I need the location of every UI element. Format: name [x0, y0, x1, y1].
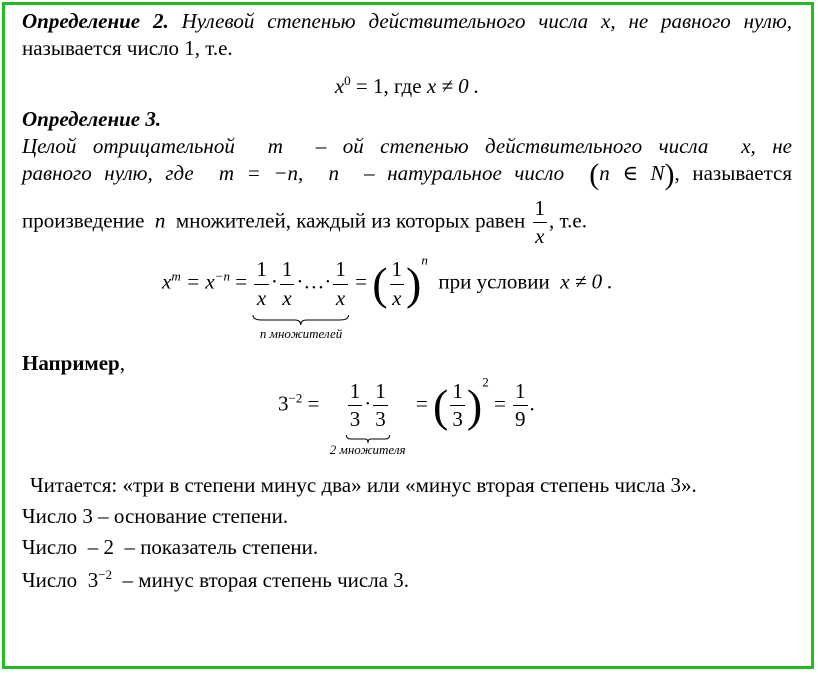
example-comma: ,: [119, 351, 125, 376]
example-den-1: 3: [348, 405, 363, 433]
note-power-base: 3: [87, 568, 99, 593]
note-power: [22, 567, 792, 594]
example-paren-num: 1: [452, 378, 463, 403]
definition-3-formula: [22, 252, 792, 344]
def3-text-2b: ,: [298, 161, 304, 186]
def3-var-n: n: [328, 161, 339, 186]
formula-base: x: [334, 73, 345, 98]
note-base: Число 3 – основание степени.: [22, 503, 289, 528]
def3-text-3b: множителей, каждый из которых равен: [175, 208, 526, 233]
example-paren-open: (: [433, 379, 449, 431]
formula-exponent: 0: [344, 72, 351, 88]
example-paren-exp: 2: [482, 374, 489, 390]
def3-text-3a: произведение: [22, 208, 145, 233]
formula-eq1: = x: [180, 269, 215, 294]
example-num-2: 1: [375, 378, 386, 403]
def3-text-2a: равного нулю, где: [22, 161, 194, 186]
definition-2-italic-text: Нулевой степенью действительного числа: [181, 9, 589, 33]
def3-text-1c: , не: [750, 134, 792, 159]
note-power-exp: −2: [98, 567, 113, 583]
condition-text: при условии: [438, 269, 550, 294]
note-power-a: Число: [22, 568, 78, 593]
def3-var-x: x: [741, 134, 751, 159]
paren-open: (: [372, 258, 388, 310]
formula-lhs: x: [162, 269, 172, 294]
product-num-3: 1: [335, 257, 346, 282]
def3-var-m: m: [267, 134, 283, 159]
example-formula: [22, 374, 792, 458]
definition-3-line-2: равного нулю, где m = −n, n – натуральное число (n ∈ N), называется: [22, 158, 793, 192]
definition-2-var: x: [601, 9, 611, 33]
paren-close: ): [406, 258, 422, 310]
formula-condition: x ≠ 0 .: [426, 73, 480, 98]
product-dot: ·: [270, 269, 278, 294]
fraction-denominator: x: [533, 222, 548, 250]
def3-fraction: [533, 195, 548, 251]
def3-var-n-2: n: [154, 208, 166, 233]
product-den-1: x: [254, 284, 269, 312]
def3-text-2c: – натуральное число: [364, 161, 565, 186]
formula-neg-exp: −n: [214, 268, 230, 284]
product-den-3: x: [333, 284, 348, 312]
paren-exp: n: [421, 252, 428, 268]
formula-eq3: =: [355, 269, 367, 294]
underbrace-icon: [252, 314, 350, 326]
example-res-den: 9: [513, 405, 528, 433]
definition-2-paragraph: [22, 8, 792, 63]
def3-text-2d: , называется: [674, 161, 793, 186]
example-num-1: 1: [349, 378, 361, 403]
formula-lhs-exp: m: [171, 268, 181, 284]
example-paren-den: 3: [450, 405, 465, 433]
note-exponent-a: Число: [22, 535, 78, 560]
def3-set: n ∈ N: [599, 161, 665, 186]
note-power-c: – минус вторая степень числа 3.: [122, 568, 410, 593]
condition: x ≠ 0 .: [560, 269, 613, 294]
example-res-num: 1: [515, 378, 526, 403]
product-num-2: 1: [281, 257, 293, 282]
paren-den: x: [390, 284, 405, 312]
example-eq: =: [302, 391, 320, 416]
definition-3-line-1: [22, 133, 792, 160]
product-num-1: 1: [256, 257, 267, 282]
paren-num: 1: [391, 257, 403, 282]
example-eq3: =: [493, 391, 506, 416]
product-dots: ·…·: [296, 269, 332, 294]
formula-rest: = 1: [350, 73, 384, 98]
example-lhs: 3: [278, 391, 289, 416]
definition-3-line-3: [22, 195, 792, 251]
example-paren-close: ): [466, 379, 483, 431]
note-exponent-c: – показатель степени.: [124, 535, 319, 560]
example-product-group: [329, 378, 406, 457]
formula-where: , где: [383, 73, 422, 98]
def3-text-3c: , т.е.: [549, 208, 587, 233]
product-den-2: x: [280, 284, 295, 312]
example-end: .: [529, 391, 535, 416]
definition-3-title: Определение 3.: [22, 106, 162, 131]
example-title-line: [22, 350, 792, 377]
def3-text-1a: Целой отрицательной: [22, 134, 235, 159]
example-lhs-exp: −2: [288, 390, 303, 406]
example-underbrace-label: 2 множителя: [329, 441, 406, 457]
definition-2-title: Определение 2.: [22, 9, 169, 33]
definition-3-title-line: [22, 106, 792, 133]
def3-text-1b: – ой степенью действительного числа: [315, 134, 709, 159]
example-dot: ·: [364, 391, 372, 416]
note-read: Читается: «три в степени минус два» или «минус вторая степень числа 3».: [30, 472, 697, 497]
example-eq2: =: [415, 391, 428, 416]
definition-2-normal-text: называется число 1, т.е.: [22, 36, 233, 61]
example-title: Например: [22, 351, 120, 376]
underbrace-label: n множителей: [259, 326, 343, 342]
note-exponent-b: – 2: [87, 535, 114, 560]
definition-2-italic-text-2: , не равного нулю,: [610, 9, 793, 33]
product-group: [252, 256, 350, 342]
note-exponent: [22, 534, 792, 561]
definition-2-formula: [22, 73, 792, 100]
document-content: [22, 8, 792, 595]
example-den-2: 3: [373, 405, 388, 433]
fraction-numerator: 1: [534, 195, 546, 220]
formula-eq2: =: [230, 269, 248, 294]
def3-cond-m: m = −n: [218, 161, 299, 186]
